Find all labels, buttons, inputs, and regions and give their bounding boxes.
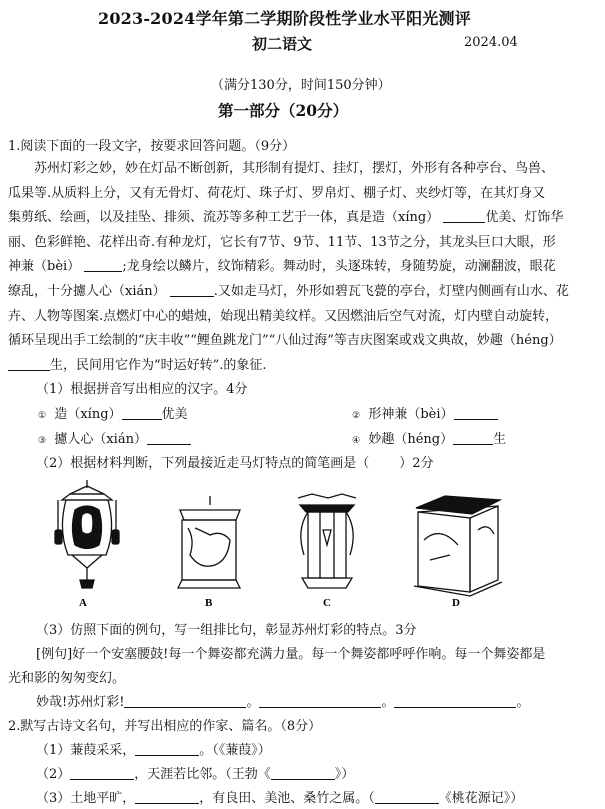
answer-blank[interactable] — [84, 257, 122, 272]
lantern-a-drawing[interactable] — [55, 480, 119, 588]
option-label-d: D — [452, 597, 460, 609]
lantern-b-drawing[interactable] — [178, 496, 240, 588]
option-label-c: C — [323, 597, 331, 609]
sub1-item-1: ① 造（xíng） 优美 — [38, 407, 188, 422]
q2-line-2: （2） ，天涯若比邻。（王勃《 》） — [36, 767, 355, 782]
exam-title: 2023-2024学年第二学期阶段性学业水平阳光测评 — [98, 9, 471, 28]
passage-line: 卉、人物等图案.点燃灯中心的蜡烛，始现出精美纹样。又因燃油后空气对流，灯内壁自动旋转， — [8, 308, 559, 324]
part-title: 第一部分（20分） — [218, 101, 349, 120]
passage-line: 瓜果等.从质料上分，又有无骨灯、荷花灯、珠子灯、罗帛灯、棚子灯、夹纱灯等，在其灯身又 — [8, 185, 546, 201]
q1-sub3-heading: （3）仿照下面的例句，写一组排比句，彰显苏州灯彩的特点。3分 — [36, 623, 417, 638]
q2-heading: 2.默写古诗文名句，并写出相应的作家、篇名。（8分） — [8, 719, 322, 734]
subject-title: 初二语文 — [252, 35, 313, 53]
answer-blank[interactable] — [259, 693, 381, 708]
answer-blank[interactable] — [271, 765, 335, 780]
answer-blank[interactable] — [375, 789, 439, 804]
answer-blank[interactable] — [135, 789, 199, 804]
q1-sub2-heading: （2）根据材料判断，下列最接近走马灯特点的简笔画是（ ）2分 — [36, 456, 434, 471]
example-sentence-2: 光和影的匆匆变幻。 — [8, 671, 126, 686]
answer-blank[interactable] — [443, 208, 485, 223]
exam-info: （满分130分，时间150分钟） — [211, 78, 391, 93]
answer-blank[interactable] — [124, 693, 246, 708]
answer-blank[interactable] — [8, 356, 50, 371]
answer-blank[interactable] — [453, 430, 493, 445]
answer-blank[interactable] — [147, 430, 191, 445]
answer-blank[interactable] — [135, 741, 199, 756]
passage-line: 丽、色彩鲜艳、花样出奇.有种龙灯，它长有7节、9节、11节、13节之分，其龙头巨口大眼，形 — [8, 234, 556, 250]
lantern-d-drawing[interactable] — [414, 496, 502, 596]
passage-line: 缭乱，十分攄人心（xián） .又如走马灯，外形如碧瓦飞甍的亭台，灯壁内侧画有山水、花 — [8, 283, 569, 299]
answer-blank[interactable] — [70, 765, 134, 780]
lantern-options — [0, 476, 605, 616]
answer-blank[interactable] — [394, 693, 516, 708]
q1-sub1-heading: （1）根据拼音写出相应的汉字。4分 — [36, 382, 248, 397]
q1-passage — [8, 157, 598, 378]
sub1-item-4: ④ 妙趣（héng） 生 — [352, 432, 507, 447]
option-label-b: B — [205, 597, 213, 609]
passage-line: 循环呈现出手工绘制的“庆丰收”“鲤鱼跳龙门”“八仙过海”等吉庆图案或戏文典故，妙趣（héng） — [8, 333, 562, 349]
example-sentence-1: [例句]好一个安塞腰鼓!每一个舞姿都充满力量。每一个舞姿都呼呼作响。每一个舞姿都是 — [36, 647, 546, 662]
passage-line: 集剪纸、绘画，以及挂坠、排须、流苏等多种工艺于一体，真是造（xíng） 优美、灯饰华 — [8, 210, 564, 226]
exam-date: 2024.04 — [464, 35, 518, 50]
answer-blank[interactable] — [122, 405, 162, 420]
sub3-answer-line: 妙哉!苏州灯彩! 。 。 。 — [36, 695, 530, 710]
option-label-a: A — [79, 597, 87, 609]
sub1-item-2: ② 形神兼（bèi） — [352, 403, 498, 422]
q1-heading: 1.阅读下面的一段文字，按要求回答问题。（9分） — [8, 139, 296, 154]
q2-line-3: （3）土地平旷， ，有良田、美池、桑竹之属。（ 《桃花源记》） — [36, 791, 524, 806]
answer-blank[interactable] — [170, 282, 214, 297]
q2-line-1: （1）蒹葭采采， 。（《蒹葭》） — [36, 743, 271, 758]
answer-blank[interactable] — [454, 405, 498, 420]
lantern-c-drawing[interactable] — [298, 494, 356, 588]
passage-line: 苏州灯彩之妙，妙在灯品不断创新，其形制有提灯、挂灯，摆灯，外形有各种亭台、鸟兽、 — [34, 161, 555, 176]
passage-line: 生，民间用它作为“时运好转”.的象征. — [8, 354, 598, 379]
sub1-item-3: ③ 攄人心（xián） — [38, 428, 191, 447]
passage-line: 神兼（bèi） ;龙身绘以鳞片，纹饰精彩。舞动时，头逐珠转，身随势旋，动澜翻波，眼花 — [8, 259, 556, 275]
